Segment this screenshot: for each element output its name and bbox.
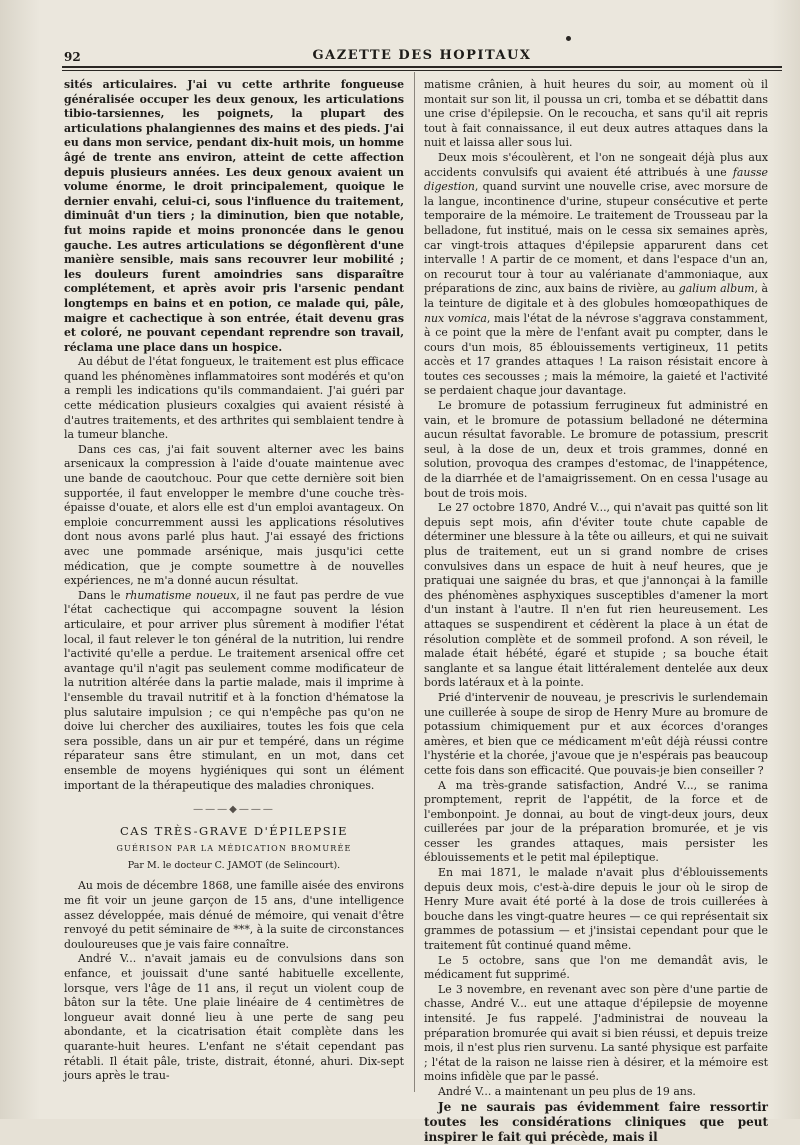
page-number: 92: [64, 50, 81, 64]
paragraph: Le 5 octobre, sans que l'on me demandât avis, le médicament fut supprimé.: [424, 953, 768, 982]
emphasis: fausse digestion: [424, 165, 768, 194]
paragraph: A ma très-grande satisfaction, André V..., se ranima promptement, reprit de l'appétit, de la force et de l'embonpoint. Je donnai, au bout de vingt-deux jours, deux cuillerées par jour de la préparation bromurée, et je vis cesser les grandes attaques, mais persister les éblouissements et le petit mal épileptique.: [424, 778, 768, 865]
section-ornament: ———◆———: [193, 804, 275, 816]
paragraph: Prié d'intervenir de nouveau, je prescrivis le surlendemain une cuillerée à soupe de sirop de Henry Mure au bromure de potassium chimiquement pur et aux écorces d'oranges amères, et bien que ce médicament m'eût déjà réussi contre l'hystérie et la chorée, j'avoue que je n'espérais pas beaucoup cette fois dans son efficacité. Que pouvais-je bien conseiller ?: [424, 690, 768, 777]
page-header: [62, 46, 782, 68]
article-subtitle: GUÉRISON PAR LA MÉDICATION BROMURÉE: [116, 844, 352, 854]
header-rule: [62, 66, 782, 68]
left-column: [64, 78, 404, 1084]
paragraph: André V... n'avait jamais eu de convulsions dans son enfance, et jouissait d'une santé habituelle excellente, lorsque, vers l'âge de 11 ans, il reçut un violent coup de bâton sur la tête. Une plaie linéaire de 4 centimètres de longueur avait donné lieu à une perte de sang peu abondante, et la cicatrisation était complète dans les quarante-huit heures. L'enfant ne s'était cependant pas rétabli. Il était pâle, triste, distrait, étonné, ahuri. Dix-sept jours après le trau-: [64, 952, 404, 1083]
header-rule-thin: [62, 70, 782, 71]
closing-paragraph: Je ne saurais pas évidemment faire ressortir toutes les considérations cliniques que peut inspirer le fait qui précède, mais il: [424, 1099, 768, 1144]
paragraph: matisme crânien, à huit heures du soir, au moment où il montait sur son lit, il poussa un cri, tomba et se débattit dans une crise d'épilepsie. On le recoucha, et sans qu'il ait repris tout à fait connaissance, il eut deux autres attaques dans la nuit et laissa aller sous lui.: [424, 78, 768, 150]
paragraph: Le 27 octobre 1870, André V..., qui n'avait pas quitté son lit depuis sept mois, afin d'éviter toute chute capable de déterminer une blessure à la tête ou ailleurs, et qui ne suivait plus de traitement, eut un si grand nombre de crises convulsives dans un espace de huit à neuf heures, que je pratiquai une saignée du bras, et que j'annonçai à la famille des phénomènes asphyxiques susceptibles d'amener la mort d'un instant à l'autre. Il n'en fut rien heureusement. Les attaques se suspendirent et cédèrent la place à un état de résolution complète et de sommeil profond. A son réveil, le malade était hébété, égaré et stupide ; sa bouche était sanglante et sa langue était littéralement dentelée aux deux bords latéraux et à la pointe.: [424, 501, 768, 690]
article-author: Par M. le docteur C. JAMOT (de Selincourt).: [127, 859, 341, 871]
paragraph: Le 3 novembre, en revenant avec son père d'une partie de chasse, André V... eut une attaque d'épilepsie de moyenne intensité. Je fus rappelé. J'administrai de nouveau la préparation bromurée qui avait si bien réussi, et depuis treize mois, il n'est plus rien survenu. La santé physique est parfaite ; l'état de la raison ne laisse rien à désirer, et la mémoire est moins infidèle que par le passé.: [424, 982, 768, 1084]
paragraph: Au mois de décembre 1868, une famille aisée des environs me fit voir un jeune garçon de 15 ans, d'une intelligence assez développée, mais dénué de mémoire, qui venait d'être renvoyé du petit séminaire de ***, à la suite de circonstances douloureuses que je vais faire connaître.: [64, 879, 404, 951]
paragraph: André V... a maintenant un peu plus de 19 ans.: [438, 1084, 696, 1098]
paragraph: Deux mois s'écoulèrent, et l'on ne songeait déjà plus aux accidents convulsifs qui avaient été attribués à une fausse digestion, quand survint une nouvelle crise, avec morsure de la langue, incontinence d'urine, stupeur consécutive et perte temporaire de la mémoire. Le traitement de Trousseau par la belladone, fut institué, mais on le cessa six semaines après, car vingt-trois attaques d'épilepsie apparurent dans cet intervalle ! A partir de ce moment, et dans l'espace d'un an, on recourut tour à tour au valérianate d'ammoniaque, aux préparations de zinc, aux bains de rivière, au galium album, à la teinture de digitale et à des globules homœopathiques de nux vomica, mais l'état de la névrose s'aggrava constamment, à ce point que la mère de l'enfant avait pu compter, dans le cours d'un mois, 85 éblouissements vertigineux, 11 petits accès et 17 grandes attaques ! La raison résistait encore à toutes ces secousses ; mais la mémoire, la gaieté et l'activité se perdaient chaque jour davantage.: [424, 150, 768, 398]
column-divider: [414, 72, 415, 1092]
paragraph: En mai 1871, le malade n'avait plus d'éblouissements depuis deux mois, c'est-à-dire depuis le jour où le sirop de Henry Mure avait été porté à la dose de trois cuillerées à bouche dans les vingt-quatre heures — ce qui représentait six grammes de potassium — et j'insistai cependant pour que le traitement fût continué quand même.: [424, 866, 768, 953]
right-column: [424, 78, 768, 1145]
paragraph: Au début de l'état fongueux, le traitement est plus efficace quand les phénomènes inflammatoires sont modérés et qu'on a rempli les indications qu'ils commandaient. J'ai guéri par cette médication plusieurs coxalgies qui avaient résisté à d'autres traitements, et des arthrites qui semblaient tendre à la tumeur blanche.: [64, 355, 404, 442]
ink-spot: [566, 36, 571, 41]
paragraph: sités articulaires. J'ai vu cette arthrite fongueuse généralisée occuper les deux genoux, les articulations tibio-tarsiennes, les poignets, la plupart des articulations phalangiennes des mains et des pieds. J'ai eu dans mon service, pendant dix-huit mois, un homme âgé de trente ans environ, atteint de cette affection depuis plusieurs années. Les deux genoux avaient un volume énorme, le droit principalement, quoique le dernier envahi, celui-ci, sous l'influence du traitement, diminuât d'un tiers ; la diminution, bien que notable, fut moins rapide et moins prononcée dans le genou gauche. Les autres articulations se dégonflèrent d'une manière sensible, mais sans recouvrer leur mobilité ; les douleurs furent amoindries sans disparaître complétement, et après avoir pris l'arsenic pendant longtemps en bains et en potion, ce malade qui, pâle, maigre et cachectique à son entrée, était devenu gras et coloré, ne pouvant cependant reprendre son travail, réclama une place dans un hospice.: [64, 78, 404, 354]
emphasis: galium album: [678, 282, 755, 296]
emphasis: rhumatisme noueux: [125, 588, 237, 602]
emphasis: nux vomica: [424, 311, 487, 325]
paragraph: Dans ces cas, j'ai fait souvent alterner avec les bains arsenicaux la compression à l'aide d'ouate maintenue avec une bande de caoutchouc. Pour que cette dernière soit bien supportée, il faut envelopper le membre d'une couche très-épaisse d'ouate, et alors elle est d'un emploi avantageux. On emploie concurremment aussi les applications résolutives dont nous avons parlé plus haut. J'ai essayé des frictions avec une pommade arsénique, mais jusqu'ici cette médication, que je compte soumettre à de nouvelles expériences, ne m'a donné aucun résultat.: [64, 442, 404, 588]
paragraph: Dans le rhumatisme noueux, il ne faut pas perdre de vue l'état cachectique qui accompagne souvent la lésion articulaire, et pour arriver plus sûrement à modifier l'état local, il faut relever le ton général de la nutrition, lui rendre l'activité qu'elle a perdue. Le traitement arsenical offre cet avantage qu'il n'agit pas seulement comme modificateur de la nutrition altérée dans la partie malade, mais il imprime à l'ensemble du travail nutritif et à la fonction d'hématose la plus salutaire impulsion ; ce qui n'empêche pas qu'on ne doive lui chercher des auxiliaires, toutes les fois que cela sera possible, dans un air pur et tempéré, dans un régime réparateur sans être stimulant, en un mot, dans cet ensemble de moyens hygiéniques qui sont un élément important de la thérapeutique des maladies chroniques.: [64, 588, 404, 792]
running-title: GAZETTE DES HOPITAUX: [312, 48, 532, 63]
article-title: CAS TRÈS-GRAVE D'ÉPILEPSIE: [119, 823, 349, 838]
paragraph: Le bromure de potassium ferrugineux fut administré en vain, et le bromure de potassium belladoné ne détermina aucun résultat favorable. Le bromure de potassium, prescrit seul, à la dose de un, deux et trois grammes, donné en solution, provoqua des crampes d'estomac, de l'inappétence, de la diarrhée et de l'amaigrissement. On en cessa l'usage au bout de trois mois.: [424, 399, 768, 500]
